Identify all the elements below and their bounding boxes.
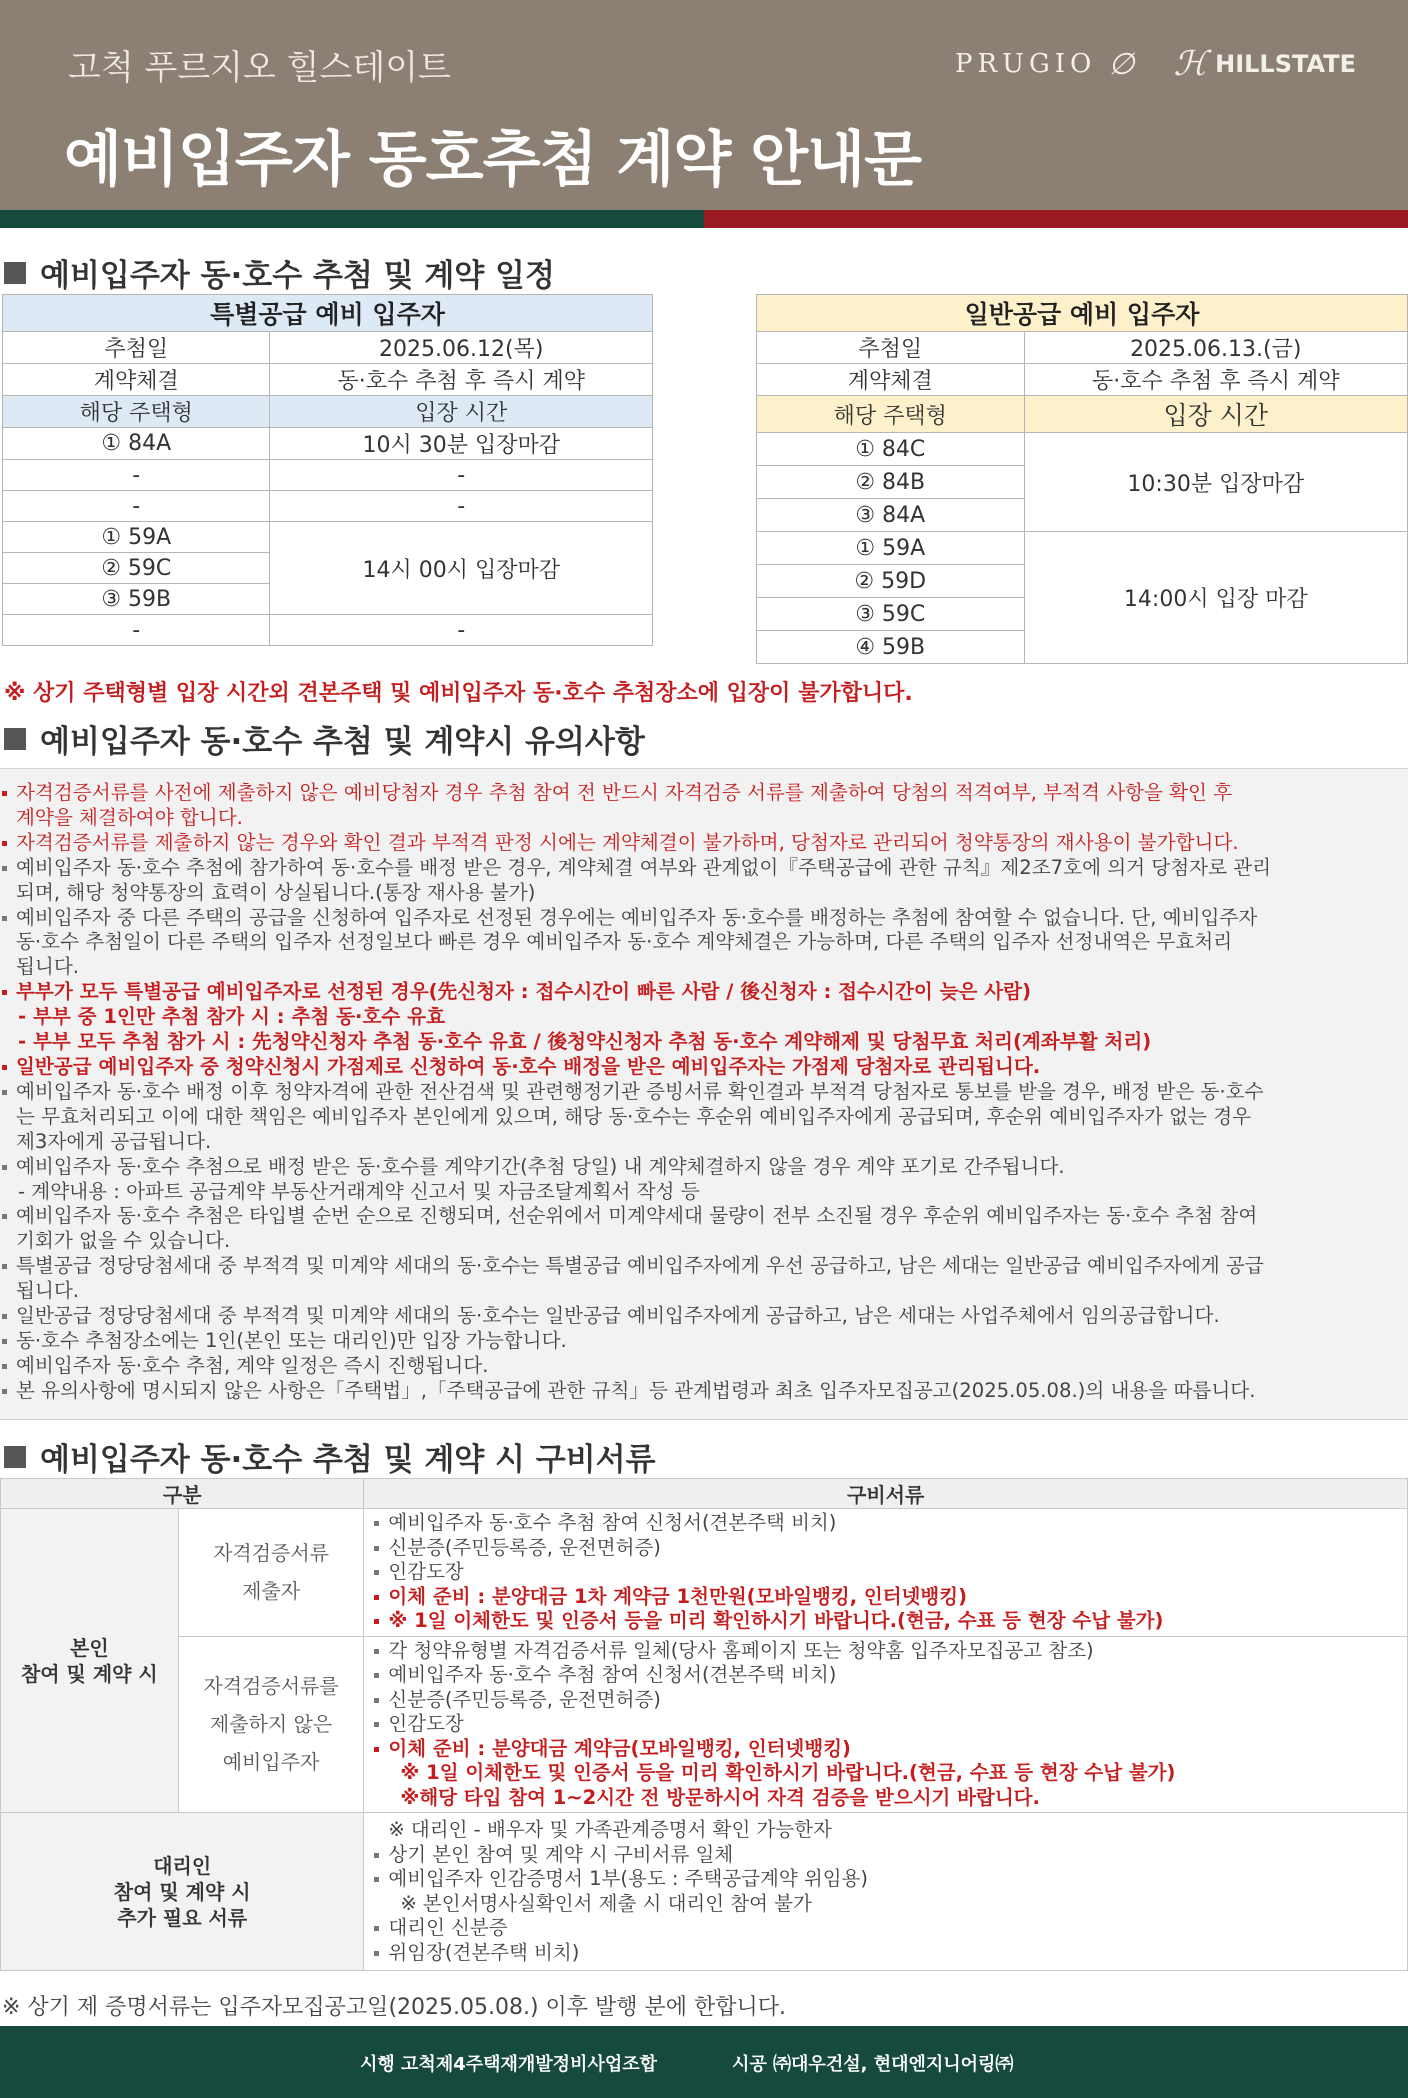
self-category: 본인 참여 및 계약 시 <box>1 1509 179 1813</box>
general-supply-header: 일반공급 예비 입주자 <box>757 295 1408 332</box>
sub-category-not-submitted: 자격검증서류를 제출하지 않은 예비입주자 <box>178 1636 364 1813</box>
sub2-document-list <box>364 1636 1408 1813</box>
document-item: 신분증(주민등록증, 운전면허증) <box>372 1536 1407 1561</box>
prugio-logo <box>955 47 1139 82</box>
col-documents: 구비서류 <box>364 1479 1408 1509</box>
note-line: 동·호수 추첨장소에는 1인(본인 또는 대리인)만 입장 가능합니다. <box>0 1329 1408 1354</box>
hillstate-logo-text: HILLSTATE <box>1215 50 1356 78</box>
note-line: 자격검증서류를 사전에 제출하지 않은 예비당첨자 경우 추첨 참여 전 반드시 자격검증 서류를 제출하여 당첨의 적격여부, 부적격 사항을 확인 후 <box>0 781 1408 806</box>
hillstate-logo <box>1174 44 1356 84</box>
special-group-time: 14시 00시 입장마감 <box>270 522 653 615</box>
entry-warning: ※ 상기 주택형별 입장 시간외 견본주택 및 예비입주자 동·호수 추첨장소에 입장이 불가합니다. <box>4 681 913 706</box>
note-line: 계약을 체결하여야 합니다. <box>16 805 243 829</box>
special-supply-header: 특별공급 예비 입주자 <box>3 295 653 332</box>
hillstate-logo-icon: ℋ <box>1173 44 1208 84</box>
document-item: ※ 1일 이체한도 및 인증서 등을 미리 확인하시기 바랍니다.(현금, 수표 등 현장 수납 불가) <box>372 1609 1407 1634</box>
document-item: 신분증(주민등록증, 운전면허증) <box>372 1688 1407 1713</box>
document-item: 이체 준비 : 분양대금 1차 계약금 1천만원(모바일뱅킹, 인터넷뱅킹) <box>372 1585 1407 1610</box>
executor-text: 시행 고척제4주택재개발정비사업조합 <box>360 2054 657 2075</box>
note-line: - 부부 중 1인만 추첨 참가 시 : 추첨 동·호수 유효 <box>18 1005 446 1029</box>
note-line: 자격검증서류를 제출하지 않는 경우와 확인 결과 부적격 판정 시에는 계약체결이 불가하며, 당첨자로 관리되어 청약통장의 재사용이 불가합니다. <box>0 831 1408 856</box>
proxy-category: 대리인 참여 및 계약 시 추가 필요 서류 <box>1 1813 364 1971</box>
builder-text: 시공 ㈜대우건설, 현대엔지니어링㈜ <box>732 2054 1014 2075</box>
proxy-document-list <box>364 1813 1408 1971</box>
note-line: 기회가 없을 수 있습니다. <box>16 1229 231 1253</box>
document-item: ※해당 타입 참여 1~2시간 전 방문하시어 자격 검증을 받으시기 바랍니다. <box>400 1785 1040 1809</box>
brand-logos <box>955 44 1356 84</box>
document-item: 위임장(견본주택 비치) <box>372 1941 1407 1966</box>
note-line: 됩니다. <box>16 955 80 979</box>
note-line: - 계약내용 : 아파트 공급계약 부동산거래계약 신고서 및 자금조달계획서 작성 등 <box>18 1179 700 1203</box>
document-item: 예비입주자 동·호수 추첨 참여 신청서(견본주택 비치) <box>372 1511 1407 1536</box>
note-line: 됩니다. <box>16 1279 80 1303</box>
complex-name: 고척 푸르지오 힐스테이트 <box>68 48 451 88</box>
note-line: 예비입주자 동·호수 배정 이후 청약자격에 관한 전산검색 및 관련행정기관 증빙서류 확인결과 부적격 당첨자로 통보를 받을 경우, 배정 받은 동·호수 <box>0 1080 1408 1105</box>
note-line: 특별공급 정당당첨세대 중 부적격 및 미계약 세대의 동·호수는 특별공급 예비입주자에게 우선 공급하고, 남은 세대는 일반공급 예비입주자에게 공급 <box>0 1254 1408 1279</box>
general-group2-time: 14:00시 입장 마감 <box>1024 532 1407 664</box>
sub1-document-list <box>364 1509 1408 1637</box>
square-bullet-icon <box>4 728 26 750</box>
note-line: 부부가 모두 특별공급 예비입주자로 선정된 경우(先신청자 : 접수시간이 빠른 사람 / 後신청자 : 접수시간이 늦은 사람) <box>0 980 1408 1005</box>
document-item: ※ 본인서명사실확인서 제출 시 대리인 참여 불가 <box>400 1891 812 1915</box>
general-group1-time: 10:30분 입장마감 <box>1024 433 1407 532</box>
document-item: 상기 본인 참여 및 계약 시 구비서류 일체 <box>372 1843 1407 1868</box>
document-item: 인감도장 <box>372 1712 1407 1737</box>
footer <box>0 2026 1408 2098</box>
general-supply-table: 일반공급 예비 입주자 추첨일 2025.06.13.(금) 계약체결 동·호수 추첨 후 즉시 계약 해당 주택형 입장 시간 ① 84C 10:30분 입장마감 ② 84B ③ 84A ① 59A 14:00시 입장 마감 ② 59D ③ 59C ④ 59B <box>756 294 1408 664</box>
document-item: 인감도장 <box>372 1560 1407 1585</box>
document-item: 대리인 신분증 <box>372 1916 1407 1941</box>
special-supply-table: 특별공급 예비 입주자 추첨일 2025.06.12(목) 계약체결 동·호수 추첨 후 즉시 계약 해당 주택형 입장 시간 ① 84A 10시 30분 입장마감 - - - - ① 59A 14시 00시 입장마감 ② 59C ③ 59B - - <box>2 294 653 646</box>
general-draw-date: 2025.06.13.(금) <box>1024 332 1407 364</box>
note-line: 일반공급 예비입주자 중 청약신청시 가점제로 신청하여 동·호수 배정을 받은 예비입주자는 가점제 당첨자로 관리됩니다. <box>0 1055 1408 1080</box>
note-line: 예비입주자 동·호수 추첨에 참가하여 동·호수를 배정 받은 경우, 계약체결 여부와 관계없이『주택공급에 관한 규칙』제2조7호에 의거 당첨자로 관리 <box>0 856 1408 881</box>
header-banner <box>0 0 1408 210</box>
note-line: 동·호수 추첨일이 다른 주택의 입주자 선정일보다 빠른 경우 예비입주자 동·호수 계약체결은 가능하며, 다른 주택의 입주자 선정내역은 무효처리 <box>16 930 1233 954</box>
documents-table <box>0 1478 1408 1971</box>
sub-category-submitted: 자격검증서류 제출자 <box>178 1509 364 1637</box>
page-title: 예비입주자 동호추첨 계약 안내문 <box>64 125 922 195</box>
document-item: 이체 준비 : 분양대금 계약금(모바일뱅킹, 인터넷뱅킹) <box>372 1737 1407 1762</box>
document-item: 각 청약유형별 자격검증서류 일체(당사 홈페이지 또는 청약홈 입주자모집공고 참조) <box>372 1639 1407 1664</box>
document-item: 예비입주자 동·호수 추첨 참여 신청서(견본주택 비치) <box>372 1663 1407 1688</box>
note-line: 본 유의사항에 명시되지 않은 사항은「주택법」,「주택공급에 관한 규칙」등 관계법령과 최초 입주자모집공고(2025.05.08.)의 내용을 따릅니다. <box>0 1379 1408 1404</box>
col-category: 구분 <box>1 1479 364 1509</box>
note-line: 예비입주자 중 다른 주택의 공급을 신청하여 입주자로 선정된 경우에는 예비입주자 동·호수를 배정하는 추첨에 참여할 수 없습니다. 단, 예비입주자 <box>0 906 1408 931</box>
color-band <box>0 210 1408 228</box>
note-line: 는 무효처리되고 이에 대한 책임은 예비입주자 본인에게 있으며, 해당 동·호수는 후순위 예비입주자에게 공급되며, 후순위 예비입주자가 없는 경우 <box>16 1104 1252 1128</box>
note-line: 되며, 해당 청약통장의 효력이 상실됩니다.(통장 재사용 불가) <box>16 880 536 904</box>
section-title-documents: 예비입주자 동·호수 추첨 및 계약 시 구비서류 <box>4 1434 656 1479</box>
note-line: 예비입주자 동·호수 추첨, 계약 일정은 즉시 진행됩니다. <box>0 1354 1408 1379</box>
special-draw-date: 2025.06.12(목) <box>270 332 653 364</box>
note-line: - 부부 모두 추첨 참가 시 : 先청약신청자 추첨 동·호수 유효 / 後청약신청자 추첨 동·호수 계약해제 및 당첨무효 처리(계좌부활 처리) <box>18 1030 1152 1054</box>
certificate-footnote: ※ 상기 제 증명서류는 입주자모집공고일(2025.05.08.) 이후 발행 분에 한합니다. <box>2 1995 787 2020</box>
note-line: 제3자에게 공급됩니다. <box>16 1129 212 1153</box>
document-item: ※ 대리인 - 배우자 및 가족관계증명서 확인 가능한자 <box>388 1818 832 1841</box>
square-bullet-icon <box>4 262 26 284</box>
document-item: 예비입주자 인감증명서 1부(용도 : 주택공급계약 위임용) <box>372 1867 1407 1892</box>
prugio-logo-text: PRUGIO <box>955 49 1097 79</box>
document-item: ※ 1일 이체한도 및 인증서 등을 미리 확인하시기 바랍니다.(현금, 수표 등 현장 수납 불가) <box>400 1761 1176 1784</box>
note-line: 예비입주자 동·호수 추첨으로 배정 받은 동·호수를 계약기간(추첨 당일) 내 계약체결하지 않을 경우 계약 포기로 간주됩니다. <box>0 1155 1408 1180</box>
prugio-logo-icon: ∅ <box>1108 46 1140 82</box>
square-bullet-icon <box>4 1446 26 1468</box>
note-line: 예비입주자 동·호수 추첨은 타입별 순번 순으로 진행되며, 선순위에서 미계약세대 물량이 전부 소진될 경우 후순위 예비입주자는 동·호수 추첨 참여 <box>0 1204 1408 1229</box>
note-line: 일반공급 정당당첨세대 중 부적격 및 미계약 세대의 동·호수는 일반공급 예비입주자에게 공급하고, 남은 세대는 사업주체에서 임의공급합니다. <box>0 1304 1408 1329</box>
section-title-schedule: 예비입주자 동·호수 추첨 및 계약 일정 <box>4 250 555 295</box>
section-title-notes: 예비입주자 동·호수 추첨 및 계약시 유의사항 <box>4 716 645 761</box>
notes-box <box>0 768 1408 1420</box>
